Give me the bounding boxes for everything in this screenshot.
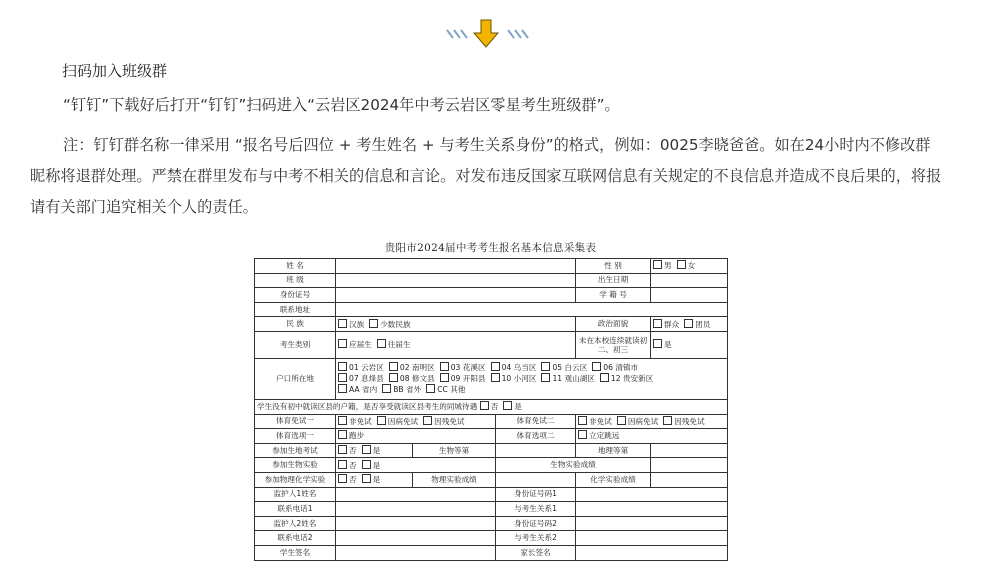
geo-grade-label: 地理等第 xyxy=(576,443,651,458)
student-no-label: 学 籍 号 xyxy=(576,288,651,303)
note-paragraph: 注：钉钉群名称一律采用 “报名号后四位 + 考生姓名 + 与考生关系身份”的格式，例如：0025李晓爸爸。如在24小时内不修改群昵称将退群处理。严禁在群里发布与中考不相关的信息和言论。对发布违反国家互联网信息有关规定的不良信息并造成不良后果的，将报请有关部门追究相关个人的责任。 xyxy=(30,136,942,216)
intro-paragraph: “钉钉”下载好后打开“钉钉”扫码进入“云岩区2024年中考云岩区零星考生班级群”。 xyxy=(63,96,620,114)
phys-chem-lab-label: 参加物理化学实验 xyxy=(255,472,336,487)
relation2-value xyxy=(576,531,728,546)
checkbox-icon xyxy=(541,362,550,371)
student-sign-label: 学生签名 xyxy=(255,545,336,560)
guardian1-id-label: 身份证号码1 xyxy=(496,487,576,502)
table-row xyxy=(255,487,728,502)
checkbox-icon xyxy=(578,416,587,425)
table-row xyxy=(255,472,728,487)
table-row xyxy=(255,331,728,358)
hukou-options: 01 云岩区 02 南明区 03 花溪区 04 乌当区 05 白云区 06 清镇市 07 息烽县 08 修文县 09 开阳县 10 小河区 11 观山湖区 12 贵安新区 AA 省内 BB 省外 CC 其他 xyxy=(336,358,728,399)
guardian2-label: 监护人2姓名 xyxy=(255,516,336,531)
bio-lab-score-value xyxy=(651,458,728,473)
table-row xyxy=(255,516,728,531)
checkbox-icon xyxy=(423,416,432,425)
checkbox-icon xyxy=(491,362,500,371)
not-enrolled-label: 未在本校连续就读初二、初三 xyxy=(576,331,651,358)
down-arrow-icon xyxy=(445,18,540,50)
table-row xyxy=(255,502,728,517)
checkbox-icon xyxy=(389,362,398,371)
checkbox-icon xyxy=(377,416,386,425)
guardian2-value xyxy=(336,516,496,531)
relation2-label: 与考生关系2 xyxy=(496,531,576,546)
checkbox-icon xyxy=(338,474,347,483)
checkbox-icon xyxy=(338,373,347,382)
table-row xyxy=(255,443,728,458)
checkbox-icon xyxy=(440,373,449,382)
pe-exempt2-options: 非免试 因病免试 因残免试 xyxy=(576,414,728,429)
hukou-label: 户口所在地 xyxy=(255,358,336,399)
table-row xyxy=(255,302,728,317)
parent-sign-value xyxy=(576,545,728,560)
arrow-shape xyxy=(474,20,498,47)
checkbox-icon xyxy=(338,384,347,393)
bio-geo-exam-options: 否 是 xyxy=(336,443,413,458)
chem-lab-score-label: 化学实验成绩 xyxy=(576,472,651,487)
id-card-label: 身份证号 xyxy=(255,288,336,303)
guardian1-label: 监护人1姓名 xyxy=(255,487,336,502)
category-label: 考生类别 xyxy=(255,331,336,358)
checkbox-icon xyxy=(426,384,435,393)
pe-item1-label: 体育选项一 xyxy=(255,429,336,444)
checkbox-icon xyxy=(369,319,378,328)
stripes-left xyxy=(447,30,467,38)
checkbox-icon xyxy=(617,416,626,425)
bio-lab-options: 否 是 xyxy=(336,458,496,473)
guardian2-id-value xyxy=(576,516,728,531)
checkbox-icon xyxy=(600,373,609,382)
class-label: 班 级 xyxy=(255,273,336,288)
bio-lab-label: 参加生物实验 xyxy=(255,458,336,473)
phys-lab-score-value xyxy=(496,472,576,487)
geo-grade-value xyxy=(651,443,728,458)
pe-item2-options: 立定跳远 xyxy=(576,429,728,444)
birth-label: 出生日期 xyxy=(576,273,651,288)
residence-question: 学生没有初中就读区县的户籍，是否享受就读区县考生的同城待遇 否 是 xyxy=(255,399,728,414)
phone2-value xyxy=(336,531,496,546)
gender-options: 男 女 xyxy=(651,259,728,274)
gender-label: 性 别 xyxy=(576,259,651,274)
phys-lab-score-label: 物理实验成绩 xyxy=(413,472,496,487)
checkbox-icon xyxy=(362,445,371,454)
id-card-value xyxy=(336,288,576,303)
stripes-right xyxy=(508,30,528,38)
politics-options: 群众 团员 xyxy=(651,317,728,332)
class-value xyxy=(336,273,576,288)
checkbox-icon xyxy=(541,373,550,382)
bio-geo-exam-label: 参加生地考试 xyxy=(255,443,336,458)
pe-item2-label: 体育选项二 xyxy=(496,429,576,444)
checkbox-icon xyxy=(362,460,371,469)
student-no-value xyxy=(651,288,728,303)
checkbox-icon xyxy=(663,416,672,425)
table-row xyxy=(255,259,728,274)
checkbox-icon xyxy=(338,445,347,454)
birth-value xyxy=(651,273,728,288)
phys-chem-lab-options: 否 是 xyxy=(336,472,413,487)
checkbox-icon xyxy=(592,362,601,371)
pe-exempt2-label: 体育免试二 xyxy=(496,414,576,429)
checkbox-icon xyxy=(338,460,347,469)
ethnicity-options: 汉族 少数民族 xyxy=(336,317,576,332)
checkbox-icon xyxy=(338,430,347,439)
checkbox-icon xyxy=(382,384,391,393)
checkbox-icon xyxy=(653,319,662,328)
ethnicity-label: 民 族 xyxy=(255,317,336,332)
phone1-value xyxy=(336,502,496,517)
parent-sign-label: 家长签名 xyxy=(496,545,576,560)
checkbox-icon xyxy=(338,362,347,371)
phone1-label: 联系电话1 xyxy=(255,502,336,517)
checkbox-icon xyxy=(362,474,371,483)
guardian2-id-label: 身份证号码2 xyxy=(496,516,576,531)
pe-exempt1-label: 体育免试一 xyxy=(255,414,336,429)
checkbox-icon xyxy=(684,319,693,328)
guardian1-id-value xyxy=(576,487,728,502)
not-enrolled-option: 是 xyxy=(651,331,728,358)
table-row xyxy=(255,545,728,560)
bio-grade-value xyxy=(496,443,576,458)
name-label: 姓 名 xyxy=(255,259,336,274)
checkbox-icon xyxy=(578,430,587,439)
relation1-value xyxy=(576,502,728,517)
address-label: 联系地址 xyxy=(255,302,336,317)
table-row xyxy=(255,458,728,473)
checkbox-icon xyxy=(677,260,686,269)
table-row xyxy=(255,273,728,288)
checkbox-icon xyxy=(389,373,398,382)
checkbox-icon xyxy=(338,416,347,425)
pe-exempt1-options: 非免试 因病免试 因残免试 xyxy=(336,414,496,429)
form-title: 贵阳市2024届中考考生报名基本信息采集表 xyxy=(384,242,597,254)
category-options: 应届生 往届生 xyxy=(336,331,576,358)
checkbox-icon xyxy=(338,339,347,348)
checkbox-icon xyxy=(338,319,347,328)
table-row xyxy=(255,399,728,414)
table-row xyxy=(255,429,728,444)
checkbox-icon xyxy=(653,260,662,269)
politics-label: 政治面貌 xyxy=(576,317,651,332)
checkbox-icon xyxy=(503,401,512,410)
checkbox-icon xyxy=(653,339,662,348)
relation1-label: 与考生关系1 xyxy=(496,502,576,517)
table-row xyxy=(255,414,728,429)
table-row xyxy=(255,358,728,399)
registration-form-table xyxy=(254,258,728,561)
bio-lab-score-label: 生物实验成绩 xyxy=(496,458,651,473)
table-row xyxy=(255,317,728,332)
chem-lab-score-value xyxy=(651,472,728,487)
name-value xyxy=(336,259,576,274)
pe-item1-options: 跑步 xyxy=(336,429,496,444)
address-value xyxy=(336,302,728,317)
guardian1-value xyxy=(336,487,496,502)
checkbox-icon xyxy=(480,401,489,410)
checkbox-icon xyxy=(491,373,500,382)
checkbox-icon xyxy=(377,339,386,348)
student-sign-value xyxy=(336,545,496,560)
table-row xyxy=(255,288,728,303)
table-row xyxy=(255,531,728,546)
section-title: 扫码加入班级群 xyxy=(62,62,168,80)
bio-grade-label: 生物等第 xyxy=(413,443,496,458)
phone2-label: 联系电话2 xyxy=(255,531,336,546)
checkbox-icon xyxy=(440,362,449,371)
